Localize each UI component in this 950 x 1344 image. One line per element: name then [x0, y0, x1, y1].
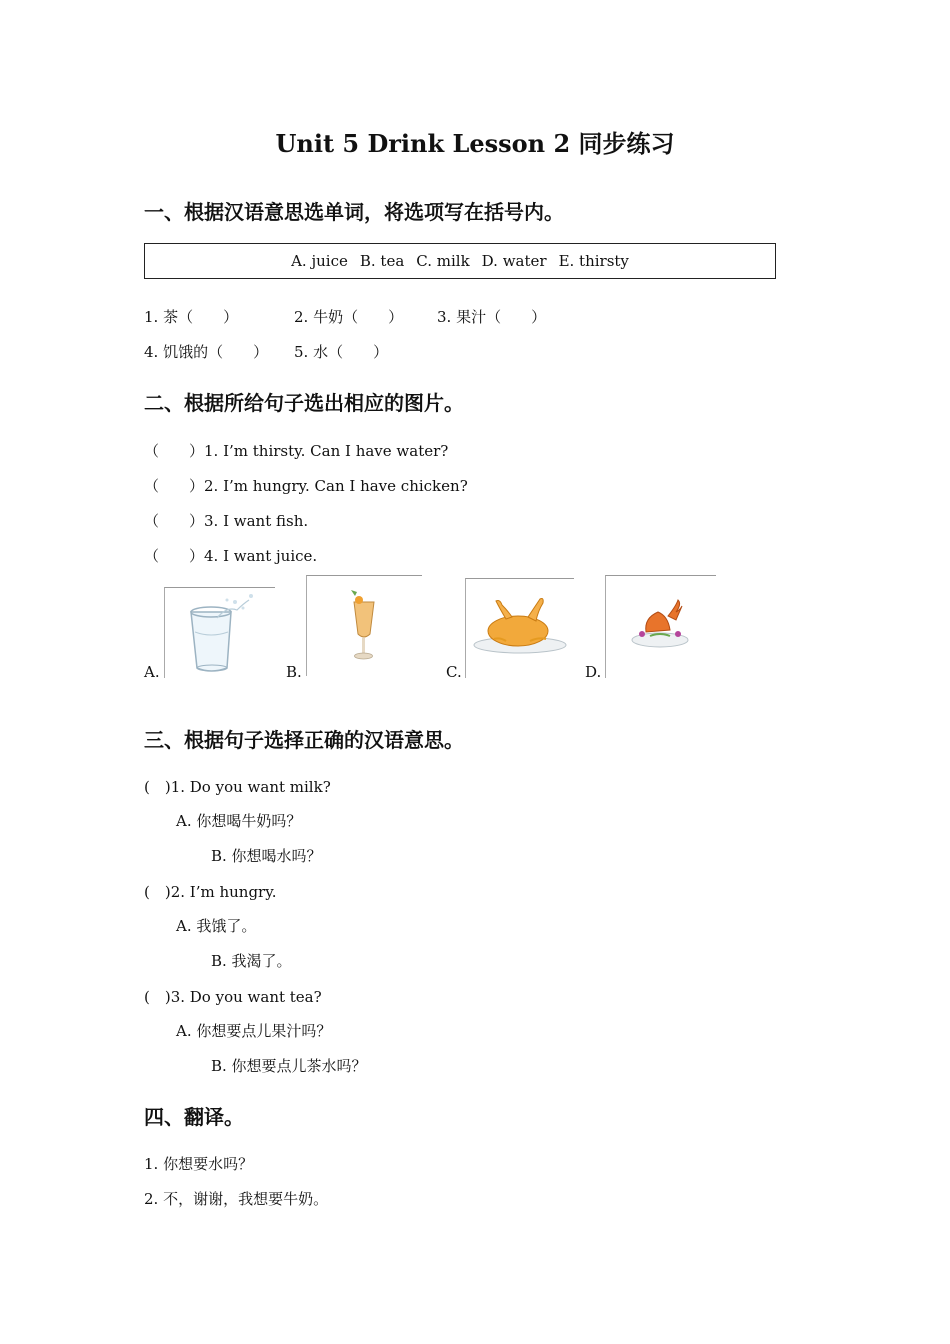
water-glass-picture [164, 587, 275, 678]
juice-glass-picture [306, 575, 422, 676]
s3-question-2: ( )2. I’m hungry. [144, 883, 277, 901]
section2-heading: 二、根据所给句子选出相应的图片。 [144, 391, 464, 415]
s1-item-1: 1. 茶（ ） [144, 308, 239, 326]
s3-q1-option-a: A. 你想喝牛奶吗？ [176, 812, 302, 830]
option-e: E. thirsty [558, 252, 629, 270]
s3-q2-option-a: A. 我饿了。 [176, 917, 257, 935]
s3-q1-option-b: B. 你想喝水吗？ [211, 847, 322, 865]
s2-item-2: （ ）2. I’m hungry. Can I have chicken? [144, 477, 468, 495]
s2-item-4: （ ）4. I want juice. [144, 547, 318, 565]
picture-label-a: A. [144, 663, 160, 681]
s3-question-1: ( )1. Do you want milk? [144, 778, 331, 796]
s3-q3-option-a: A. 你想要点儿果汁吗？ [176, 1022, 332, 1040]
section4-heading: 四、翻译。 [144, 1105, 244, 1129]
s3-q2-option-b: B. 我渴了。 [211, 952, 292, 970]
s2-item-1: （ ）1. I’m thirsty. Can I have water? [144, 442, 449, 460]
s3-question-3: ( )3. Do you want tea? [144, 988, 322, 1006]
s2-item-3: （ ）3. I want fish. [144, 512, 309, 530]
s1-item-5: 5. 水（ ） [294, 343, 389, 361]
s1-item-2: 2. 牛奶（ ） [294, 308, 404, 326]
picture-label-b: B. [286, 663, 302, 681]
section1-heading: 一、根据汉语意思选单词，将选项写在括号内。 [144, 200, 564, 224]
s4-item-1: 1. 你想要水吗？ [144, 1155, 254, 1173]
s1-item-3: 3. 果汁（ ） [437, 308, 547, 326]
option-c: C. milk [416, 252, 470, 270]
s3-q3-option-b: B. 你想要点儿茶水吗？ [211, 1057, 367, 1075]
option-a: A. juice [291, 252, 348, 270]
roast-chicken-picture [465, 578, 574, 678]
option-b: B. tea [359, 252, 405, 270]
s1-item-4: 4. 饥饿的（ ） [144, 343, 269, 361]
s4-item-2: 2. 不，谢谢，我想要牛奶。 [144, 1190, 329, 1208]
page-title: Unit 5 Drink Lesson 2 同步练习 [275, 129, 675, 158]
word-options-box [144, 243, 776, 279]
section3-heading: 三、根据句子选择正确的汉语意思。 [144, 728, 464, 752]
fish-dish-picture [605, 575, 716, 678]
picture-label-c: C. [446, 663, 462, 681]
option-d: D. water [481, 252, 547, 270]
picture-label-d: D. [585, 663, 602, 681]
